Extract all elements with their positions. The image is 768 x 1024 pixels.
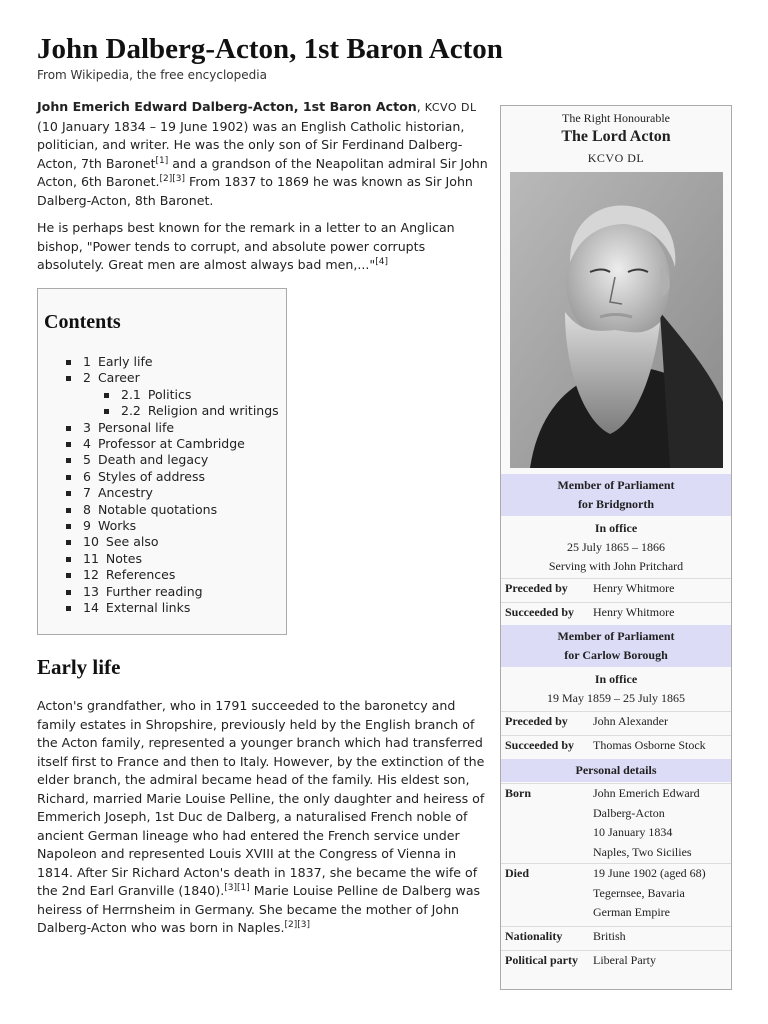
quote-paragraph	[37, 219, 489, 275]
infobox-in-office: In office	[594, 521, 638, 535]
intro-text-3: From 1837 to 1869 he was known as Sir John Dalberg-Acton, 8th Baronet.	[37, 174, 473, 208]
infobox-link[interactable]: John Alexander	[593, 714, 668, 728]
early-life-text-1: Acton's grandfather, who in 1791 succeeded to the baronetcy and family estates in Shropshire, previously held by the English branch of the Acton family, represented a younger branch which had transferred itself first to France and then to Italy. However, by the extinction of the elder branch, the admiral became head of the family. His eldest son, Richard, married Marie Louise Pelline, the only daughter and heiress of Emmerich Joseph, 1st Duc de Dalberg, a naturalised French noble of ancient German lineage who had entered the French service under Napoleon and represented Louis XVIII at the Congress of Vienna in 1814. After Sir Richard Acton's death in 1837, she became the wife of the 2nd Earl Granville (1840).	[37, 698, 485, 898]
subject-name: John Emerich Edward Dalberg-Acton, 1st Baron Acton	[37, 99, 417, 114]
toc-item-works[interactable]: 9 Works	[66, 518, 279, 534]
infobox-row-preceded: Preceded by Henry Whitmore	[501, 578, 731, 602]
infobox-postnominals: KCVO DL	[587, 151, 645, 165]
infobox-row-succeeded: Succeeded by Henry Whitmore	[501, 602, 731, 626]
toc-item-references[interactable]: 12 References	[66, 567, 279, 583]
portrait-photo-image	[510, 172, 723, 468]
toc-item-professor[interactable]: 4 Professor at Cambridge	[66, 436, 279, 452]
infobox-link[interactable]: Henry Whitmore	[593, 581, 675, 595]
infobox-header-carlow: Member of Parliament for Carlow Borough	[501, 625, 731, 667]
infobox-row-born: Born John Emerich Edward Dalberg-Acton 10 January 1834 Naples, Two Sicilies	[501, 783, 731, 863]
toc-list	[66, 354, 279, 617]
post-nominals: KCVO DL	[424, 101, 477, 114]
quote-text: He is perhaps best known for the remark in a letter to an Anglican bishop, "Power tends to corrupt, and absolute power corrupts absolutely. Great men are almost always bad men,..."	[37, 220, 455, 272]
citation-link[interactable]: [1]	[155, 155, 169, 166]
infobox-row-party: Political party Liberal Party	[501, 950, 731, 990]
table-of-contents	[37, 288, 287, 635]
toc-item-religion[interactable]: 2.2 Religion and writings	[104, 403, 279, 419]
infobox	[500, 105, 732, 990]
infobox-row-died: Died 19 June 1902 (aged 68) Tegernsee, Bavaria German Empire	[501, 863, 731, 926]
citation-link[interactable]: [2][3]	[284, 919, 310, 930]
infobox-term: 25 July 1865 – 1866	[566, 540, 665, 554]
early-life-text-2: Marie Louise Pelline de Dalberg was heiress of Herrnsheim in Germany. She became the mother of John Dalberg-Acton who was born in Naples.	[37, 883, 481, 935]
infobox-header-bridgnorth: Member of Parliament for Bridgnorth	[501, 474, 731, 516]
toc-item-further-reading[interactable]: 13 Further reading	[66, 584, 279, 600]
infobox-link[interactable]: Naples, Two Sicilies	[593, 844, 692, 859]
infobox-row-succeeded: Succeeded by Thomas Osborne Stock	[501, 735, 731, 759]
early-life-paragraph	[37, 697, 489, 938]
infobox-header-personal: Personal details	[501, 759, 731, 782]
citation-link[interactable]: [4]	[375, 256, 388, 267]
infobox-in-office: In office	[594, 672, 638, 686]
page-subtitle: From Wikipedia, the free encyclopedia	[37, 68, 267, 82]
infobox-link[interactable]: Tegernsee, Bavaria	[593, 885, 685, 900]
intro-text-2: and a grandson of the Neapolitan admiral Sir John Acton, 6th Baronet.	[37, 155, 488, 189]
toc-title: Contents	[44, 311, 121, 333]
infobox-link[interactable]: German Empire	[593, 905, 670, 919]
toc-item-death[interactable]: 5 Death and legacy	[66, 452, 279, 468]
toc-item-ancestry[interactable]: 7 Ancestry	[66, 485, 279, 501]
infobox-honorific: The Right Honourable	[562, 111, 670, 125]
infobox-name: The Lord Acton	[561, 128, 671, 145]
toc-item-see-also[interactable]: 10 See also	[66, 534, 279, 550]
page-title: John Dalberg-Acton, 1st Baron Acton	[37, 33, 503, 65]
infobox-term: 19 May 1859 – 25 July 1865	[547, 691, 685, 705]
infobox-link[interactable]: Thomas Osborne Stock	[593, 738, 706, 752]
toc-item-personal-life[interactable]: 3 Personal life	[66, 420, 279, 436]
toc-item-politics[interactable]: 2.1 Politics	[104, 387, 279, 403]
infobox-row-preceded: Preceded by John Alexander	[501, 711, 731, 735]
toc-item-notes[interactable]: 11 Notes	[66, 551, 279, 567]
toc-item-external-links[interactable]: 14 External links	[66, 600, 279, 616]
toc-item-career[interactable]: 2 Career	[66, 370, 279, 386]
intro-paragraph: John Emerich Edward Dalberg-Acton, 1st Baron Acton, KCVO DL (10 January 1834 – 19 June 1902) was an English Catholic historian, politician, and writer. He was the only son of Sir Ferdinand Dalberg-Acton, 7th Baronet[1] and a grandson of the Neapolitan admiral Sir John Acton, 6th Baronet.[2][3] From 1837 to 1869 he was known as Sir John Dalberg-Acton, 8th Baronet.	[37, 99, 488, 208]
toc-item-early-life[interactable]: 1 Early life	[66, 354, 279, 370]
intro-text-1: (10 January 1834 – 19 June 1902) was an English Catholic historian, politician, and writer. He was the only son of Sir Ferdinand Dalberg-Acton, 7th Baronet	[37, 118, 465, 171]
citation-link[interactable]: [2][3]	[159, 173, 186, 184]
infobox-link[interactable]: Henry Whitmore	[593, 605, 675, 619]
infobox-serving-with: Serving with John Pritchard	[548, 559, 684, 573]
portrait-photo[interactable]	[510, 172, 723, 468]
toc-item-styles[interactable]: 6 Styles of address	[66, 469, 279, 485]
section-heading-early-life: Early life	[37, 655, 121, 679]
citation-link[interactable]: [3][1]	[224, 882, 250, 893]
infobox-link[interactable]: Liberal Party	[593, 953, 656, 967]
infobox-row-nationality: Nationality British	[501, 926, 731, 950]
toc-item-quotations[interactable]: 8 Notable quotations	[66, 502, 279, 518]
